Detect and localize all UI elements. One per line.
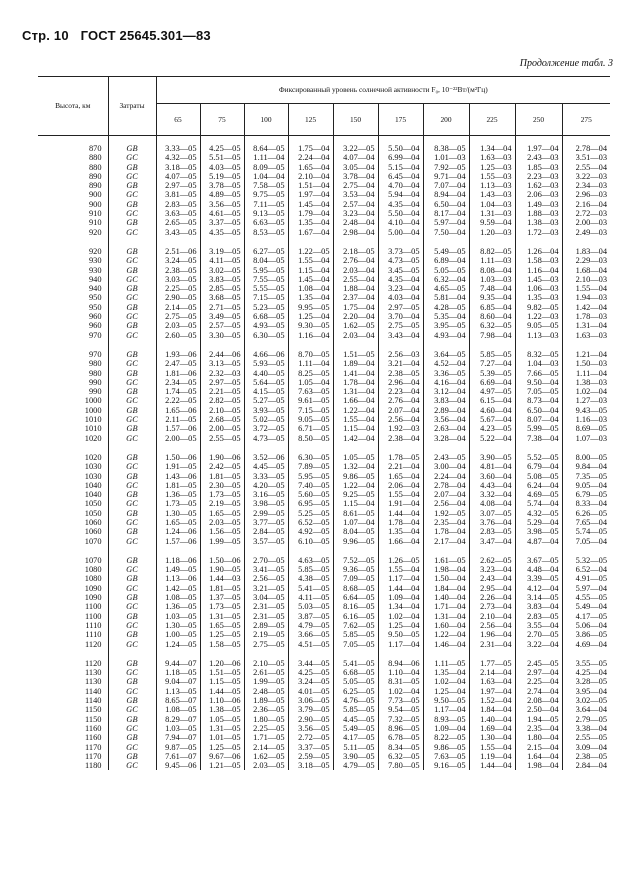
altitude-cell: 920 930 930 940 940 950 950 960 960 970: [88, 246, 102, 340]
value-cell: 3.73—05 4.73—05 3.45—05 4.35—04 3.23—04 4.03—04 2.97—05 3.70—04 2.75—05 3.43—04: [378, 237, 423, 340]
value-cell: 1.77—05 2.14—04 1.63—04 1.97—04 1.52—04 1.84—04 1.40—04 1.69—04 1.30—04 1.55—04 1.19—04 1.44—04: [469, 649, 515, 771]
value-cell: 4.66—06 5.93—05 4.40—05 5.64—05 4.15—05 5.27—05 3.93—05 5.02—05 3.72—05 4.73—05: [244, 340, 288, 443]
value-cell: 3.64—05 4.52—04 3.36—05 4.16—04 3.12—04 3.83—04 2.89—04 3.56—04 2.63—04 3.28—04: [423, 340, 469, 443]
value-cell: 1.11—05 1.35—04 1.02—04 1.25—04 9.50—05 1.17—04 8.93—05 1.09—04 8.22—05 9.86—05 7.63—05 9.16—05: [423, 649, 469, 771]
flux-level-header: 65: [156, 104, 200, 136]
value-cell: 2.62—05 3.23—04 2.43—04 2.95—04 2.26—04 2.73—04 2.10—04 2.56—04 1.96—04 2.31—04: [469, 546, 515, 649]
table-row-group: [38, 237, 610, 340]
cost-cell: GB GC GB GC GB GC GB GC GB GC: [108, 136, 156, 237]
value-cell: 1.50—06 1.91—05 1.43—06 1.81—05 1.36—05 1.73—05 1.30—05 1.65—05 1.24—06 1.57—06: [156, 443, 200, 546]
altitude-cell: 1020 1030 1030 1040 1040 1050 1050 1060 1060 1070: [84, 452, 102, 546]
table-row-group: [38, 340, 610, 443]
value-cell: 1.26—04 1.58—03 1.16—04 1.45—03 1.06—03 1.35—03 9.82—05 1.22—03 9.05—05 1.13—03: [515, 237, 562, 340]
value-cell: 5.50—04 6.99—04 5.15—04 6.45—04 4.70—04 5.94—04 4.35—04 5.50—04 4.10—04 5.00—04: [378, 136, 423, 237]
value-cell: 1.51—05 1.89—04 1.41—04 1.78—04 1.31—04 1.66—04 1.22—04 1.55—04 1.15—04 1.42—04: [333, 340, 378, 443]
value-cell: 1.90—06 2.42—05 1.81—05 2.30—05 1.73—05 2.19—05 1.65—05 2.03—05 1.56—05 1.99—05: [200, 443, 244, 546]
value-cell: 4.63—05 5.85—05 4.38—05 5.41—05 4.11—05 5.03—05 3.87—05 4.79—05 3.66—05 4.51—05: [288, 546, 333, 649]
value-cell: 1.93—06 2.47—05 1.81—06 2.34—05 1.74—05 2.22—05 1.65—06 2.11—05 1.57—06 2.00—05: [156, 340, 200, 443]
value-cell: 2.45—05 2.97—04 2.25—04 2.74—04 2.08—04 2.50—04 1.94—05 2.35—04 1.80—04 2.15—04 1.64—04 1.98—04: [515, 649, 562, 771]
value-cell: 6.30—05 7.89—05 5.95—05 7.40—05 5.60—05 6.95—05 5.25—05 6.52—05 4.92—05 6.10—05: [288, 443, 333, 546]
value-cell: 1.21—04 1.50—03 1.11—04 1.38—03 1.02—04 1.27—03 9.43—05 1.16—03 8.69—05 1.07—03: [562, 340, 610, 443]
value-cell: 2.10—05 2.61—05 1.99—05 2.48—05 1.89—05 2.36—05 1.80—05 2.25—05 1.71—05 2.14—05 1.62—05 2.03—05: [244, 649, 288, 771]
table-row-group: [38, 649, 610, 771]
value-cell: 1.22—05 1.55—04 1.15—04 1.45—04 1.08—04 1.35—04 9.95—05 1.25—04 9.30—05 1.16—04: [288, 237, 333, 340]
flux-level-header: 200: [423, 104, 469, 136]
value-cell: 1.50—06 1.90—05 1.44—03 1.81—05 1.37—05 1.73—05 1.31—05 1.65—05 1.25—05 1.58—05: [200, 546, 244, 649]
value-cell: 1.61—05 1.98—04 1.50—04 1.84—04 1.40—04 1.71—04 1.31—04 1.60—04 1.22—04 1.46—04: [423, 546, 469, 649]
value-cell: 2.51—06 3.24—05 2.38—05 3.03—05 2.25—05 2.90—05 2.14—05 2.75—05 2.03—05 2.60—05: [156, 237, 200, 340]
table-row-group: [38, 546, 610, 649]
value-cell: 8.64—05 1.11—04 8.09—05 1.04—04 7.58—05 9.75—05 7.11—05 9.13—05 6.63—05 8.53—05: [244, 136, 288, 237]
value-cell: 2.78—04 3.51—03 2.55—04 3.22—03 2.34—03 2.96—03 2.16—04 2.72—03 2.00—03 2.49—03: [562, 136, 610, 237]
altitude-cell: 1070 1080 1080 1090 1090 1100 1100 1110 1110 1120: [84, 555, 102, 649]
value-cell: 1.26—05 1.55—04 1.17—04 1.44—04 1.09—04 1.34—04 1.02—04 1.25—04 9.50—05 1.17—04: [378, 546, 423, 649]
value-cell: 7.52—05 9.36—05 7.09—05 8.68—05 6.64—05 8.16—05 6.16—05 7.62—05 5.85—05 7.05—05: [333, 546, 378, 649]
flux-level-header: 100: [244, 104, 288, 136]
cost-header: Затраты: [108, 77, 156, 136]
value-cell: 3.90—05 4.81—04 3.60—04 4.43—04 3.32—04 4.08—04 3.07—05 3.76—04 2.83—05 3.47—04: [469, 443, 515, 546]
value-cell: 1.97—04 2.43—03 1.85—03 2.23—03 1.62—03 2.06—03 1.49—03 1.88—03 1.38—03 1.72—03: [515, 136, 562, 237]
value-cell: 1.83—04 2.29—03 1.68—04 2.10—03 1.55—04 1.94—03 1.42—04 1.78—03 1.31—04 1.63—03: [562, 237, 610, 340]
value-cell: 1.18—06 1.49—05 1.13—06 1.42—05 1.08—05 1.36—05 1.03—05 1.30—05 1.00—05 1.24—05: [156, 546, 200, 649]
value-cell: 5.41—05 6.68—05 5.05—05 6.25—05 4.76—05 5.85—05 4.45—05 5.49—05 4.17—05 5.11—05 3.90—05 4.79—05: [333, 649, 378, 771]
flux-level-header: 150: [333, 104, 378, 136]
value-cell: 5.49—05 6.89—04 5.05—05 6.32—04 4.65—05 5.81—04 4.28—05 5.35—04 3.95—05 4.93—04: [423, 237, 469, 340]
cost-cell: GB GC GB GC GB GC GB GC GB GC GB GC: [108, 649, 156, 771]
value-cell: 5.85—05 7.27—04 5.39—05 6.69—04 4.97—05 6.15—04 4.60—04 5.67—04 4.23—05 5.22—04: [469, 340, 515, 443]
value-cell: 8.70—05 1.11—04 8.25—05 1.05—04 7.63—05 9.61—05 7.15—05 9.05—05 6.71—05 8.50—05: [288, 340, 333, 443]
value-cell: 2.70—05 3.41—05 2.56—05 3.21—05 3.04—05 2.31—05 2.31—05 2.89—05 2.19—05 2.75—05: [244, 546, 288, 649]
value-cell: 2.44—06 3.13—05 2.32—03 2.97—05 2.21—05 2.82—05 2.10—05 2.68—05 2.00—05 2.55—05: [200, 340, 244, 443]
page-header: [22, 28, 211, 43]
flux-level-header: 275: [562, 104, 610, 136]
value-cell: 5.52—05 6.79—04 5.08—05 6.24—04 4.69—05 5.74—04 4.32—05 5.29—04 3.98—05 4.87—04: [515, 443, 562, 546]
value-cell: 1.75—04 2.24—04 1.65—04 2.10—04 1.51—04 1.97—04 1.45—04 1.79—04 1.35—04 1.67—04: [288, 136, 333, 237]
table-continuation-note: Продолжение табл. 3: [519, 58, 613, 69]
flux-level-header: 175: [378, 104, 423, 136]
value-cell: 3.52—06 4.45—05 3.33—05 4.20—05 3.16—05 3.98—05 2.99—05 3.77—05 2.84—05 3.57—05: [244, 443, 288, 546]
value-cell: 3.44—05 4.25—05 3.24—05 4.01—05 3.06—05 3.79—05 2.90—05 3.56—05 2.72—05 3.37—05 2.59—05 3.18—05: [288, 649, 333, 771]
cost-cell: GB GC GB GC GB GC GB GC GB GC: [108, 340, 156, 443]
table-row-group: [38, 136, 610, 237]
value-cell: 1.05—05 1.32—04 9.86—05 1.22—04 9.25—05 1.15—04 8.61—05 1.07—04 8.04—05 9.96—05: [333, 443, 378, 546]
altitude-header: Высота, км: [38, 77, 108, 136]
altitude-cell: 970 980 980 990 990 1000 1000 1010 1010 1020: [84, 349, 102, 443]
altitude-cell: 1120 1130 1130 1140 1140 1150 1150 1160 1160 1170 1170 1180: [85, 658, 102, 771]
value-cell: 1.78—05 2.21—04 1.65—04 2.06—04 1.55—04 1.91—04 1.44—04 1.78—04 1.35—04 1.66—04: [378, 443, 423, 546]
cost-cell: GB GC GB GC GB GC GB GC GB GC: [108, 443, 156, 546]
value-cell: 8.82—05 1.11—03 8.08—04 1.03—03 7.48—04 9.35—04 6.85—04 8.60—04 6.32—05 7.98—04: [469, 237, 515, 340]
cost-cell: GB GC GB GC GB GC GB GC GB GC: [108, 237, 156, 340]
value-cell: 8.38—05 1.01—03 7.92—05 9.71—04 7.07—04 8.94—04 6.50—04 8.17—04 5.97—04 7.50—04: [423, 136, 469, 237]
flux-level-header: 250: [515, 104, 562, 136]
value-cell: 2.56—03 3.21—04 2.38—05 2.96—04 2.23—04 2.76—04 2.07—04 2.56—04 1.92—03 2.38—04: [378, 340, 423, 443]
value-cell: 3.55—05 4.25—04 3.28—05 3.95—04 3.02—05 3.64—04 2.79—05 3.38—04 2.55—05 3.09—04 2.38—05 2.84—04: [562, 649, 610, 771]
value-cell: 3.33—05 4.32—05 3.18—05 4.07—05 2.97—05 3.81—05 2.83—05 3.63—05 2.65—05 3.43—05: [156, 136, 200, 237]
value-cell: 9.44—07 1.18—05 9.04—07 1.13—05 8.65—07 1.08—05 8.29—07 1.03—05 7.94—07 9.87—05 7.61—07 9.45—06: [156, 649, 200, 771]
standard-code: ГОСТ 25645.301—83: [80, 28, 211, 43]
value-cell: 8.94—06 1.10—04 8.31—05 1.02—04 7.73—05 9.54—05 7.32—05 8.96—05 6.78—05 8.34—05 6.32—05 7.80—05: [378, 649, 423, 771]
value-cell: 1.20—06 1.51—05 1.15—05 1.44—05 1.10—06 1.38—05 1.05—05 1.31—05 1.01—05 1.25—05 9.67—06 1.21—05: [200, 649, 244, 771]
value-cell: 8.00—05 9.84—04 7.35—05 9.05—04 6.79—05 8.33—04 6.26—05 7.65—04 5.74—05 7.05—04: [562, 443, 610, 546]
value-cell: 2.18—05 2.76—04 2.03—04 2.55—04 1.88—04 2.37—04 1.75—04 2.20—04 1.62—05 2.03—04: [333, 237, 378, 340]
value-cell: 3.22—05 4.07—04 3.05—04 3.78—04 2.75—04 3.53—04 2.57—04 3.23—04 2.48—04 2.98—04: [333, 136, 378, 237]
flux-header: Фиксированный уровень солнечной активности F₀, 10⁻²²Вт/(м²Гц): [156, 77, 610, 104]
value-cell: 6.27—05 8.04—05 5.95—05 7.55—05 5.55—05 7.15—05 5.23—05 6.68—05 4.93—05 6.30—05: [244, 237, 288, 340]
value-cell: 5.32—05 6.52—04 4.91—05 5.97—04 4.55—05 5.49—04 4.17—05 5.06—04 3.86—05 4.69—04: [562, 546, 610, 649]
value-cell: 3.67—05 4.48—04 3.39—05 4.12—04 3.14—05 3.83—04 2.83—05 3.55—04 2.70—05 3.22—04: [515, 546, 562, 649]
cost-cell: GB GC GB GC GB GC GB GC GB GC: [108, 546, 156, 649]
table-row-group: [38, 443, 610, 546]
data-table: [38, 76, 610, 770]
flux-level-header: 225: [469, 104, 515, 136]
value-cell: 8.32—05 1.04—03 7.66—05 9.50—04 7.05—05 8.73—04 6.50—04 8.07—04 5.99—05 7.38—04: [515, 340, 562, 443]
altitude-cell: 870 880 880 890 890 900 900 910 910 920: [88, 144, 102, 237]
value-cell: 1.34—04 1.63—03 1.25—03 1.55—03 1.13—03 1.43—03 1.04—03 1.31—03 9.59—04 1.20—03: [469, 136, 515, 237]
flux-level-header: 125: [288, 104, 333, 136]
page-number: Стр. 10: [22, 28, 69, 43]
value-cell: 2.43—05 3.00—04 2.24—04 2.78—04 2.07—04 2.56—04 1.92—05 2.35—04 1.78—04 2.17—04: [423, 443, 469, 546]
value-cell: 3.19—05 4.11—05 3.02—05 3.83—05 2.85—05 3.68—05 2.71—05 3.49—05 2.57—05 3.30—05: [200, 237, 244, 340]
flux-level-header: 75: [200, 104, 244, 136]
value-cell: 4.25—05 5.51—05 4.03—05 5.19—05 3.78—05 4.89—05 3.56—05 4.61—05 3.37—05 4.35—05: [200, 136, 244, 237]
